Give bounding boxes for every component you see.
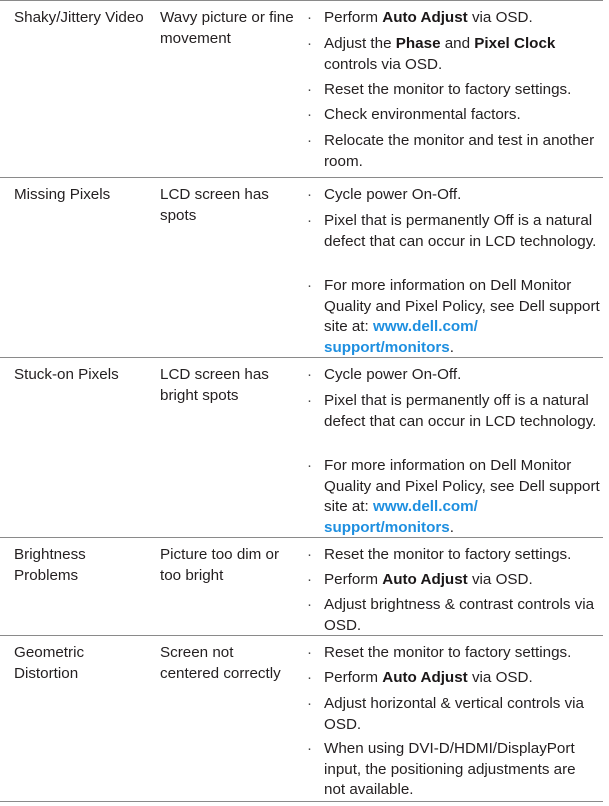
emphasis-text: Pixel Clock <box>474 35 556 52</box>
emphasis-text: Auto Adjust <box>382 669 468 686</box>
solution-item <box>307 739 600 801</box>
solution-text: Adjust horizontal & vertical controls via OSD. <box>324 695 584 733</box>
bullet-icon: · <box>307 695 312 712</box>
solution-item <box>307 570 600 591</box>
table-row <box>0 358 603 538</box>
solution-item <box>307 391 600 432</box>
bullet-icon: · <box>307 571 312 588</box>
solution-text: . <box>449 518 454 536</box>
solution-text: . <box>449 338 454 356</box>
solution-text: For more information on Dell Monitor Quality and Pixel Policy, see Dell support site at: <box>324 457 600 515</box>
solution-text: Reset the monitor to factory settings. <box>324 546 572 563</box>
solution-text: Adjust brightness & contrast controls via OSD. <box>324 596 595 634</box>
solution-item <box>307 80 600 101</box>
bullet-icon: · <box>307 9 312 26</box>
support-link[interactable]: www.dell.com/ support/monitors <box>324 318 478 356</box>
solution-item <box>307 105 600 126</box>
problem-cell: Brightness Problems <box>14 546 86 584</box>
symptom-cell: Screen not centered correctly <box>160 644 281 682</box>
solution-text: via OSD. <box>467 9 533 26</box>
symptom-cell: Picture too dim or too bright <box>160 546 280 584</box>
solution-text: and <box>440 35 475 52</box>
table-row <box>0 636 603 802</box>
solution-item <box>307 34 600 75</box>
bullet-icon: · <box>307 457 312 474</box>
bullet-icon: · <box>307 546 312 563</box>
emphasis-text: Phase <box>395 35 441 52</box>
solution-item <box>307 365 600 386</box>
bullet-icon: · <box>307 212 312 229</box>
solution-item <box>307 545 600 566</box>
solution-item <box>307 456 600 538</box>
symptom-cell: LCD screen has bright spots <box>160 366 269 404</box>
solution-text: Relocate the monitor and test in another room. <box>324 132 595 170</box>
bullet-icon: · <box>307 596 312 613</box>
solution-item <box>307 694 600 735</box>
bullet-icon: · <box>307 669 312 686</box>
solution-text: via OSD. <box>467 669 533 686</box>
solution-text: Check environmental factors. <box>324 106 521 123</box>
support-link[interactable]: www.dell.com/ support/monitors <box>324 498 478 536</box>
bullet-icon: · <box>307 186 312 203</box>
solution-item <box>307 131 600 172</box>
table-row <box>0 1 603 178</box>
solution-text: For more information on Dell Monitor Quality and Pixel Policy, see Dell support site at: <box>324 277 600 335</box>
solution-text: Cycle power On-Off. <box>324 186 462 203</box>
bullet-icon: · <box>307 277 312 294</box>
bullet-icon: · <box>307 106 312 123</box>
table-row <box>0 538 603 636</box>
solution-text: Reset the monitor to factory settings. <box>324 644 572 661</box>
emphasis-text: Auto Adjust <box>382 571 468 588</box>
bullet-icon: · <box>307 81 312 98</box>
solution-text: Perform <box>324 9 383 26</box>
bullet-icon: · <box>307 392 312 409</box>
solution-text: Pixel that is permanently off is a natural defect that can occur in LCD technology. <box>324 392 597 430</box>
solution-text: Reset the monitor to factory settings. <box>324 81 572 98</box>
solution-item <box>307 595 600 636</box>
solution-text: Cycle power On-Off. <box>324 366 462 383</box>
emphasis-text: Auto Adjust <box>382 9 468 26</box>
solution-text: via OSD. <box>467 571 533 588</box>
symptom-cell: LCD screen has spots <box>160 186 269 224</box>
solution-item <box>307 668 600 689</box>
solution-text: Adjust the <box>324 35 396 52</box>
solution-item <box>307 185 600 206</box>
solution-item <box>307 643 600 664</box>
solution-item <box>307 211 600 252</box>
problem-cell: Shaky/Jittery Video <box>14 9 144 26</box>
bullet-icon: · <box>307 35 312 52</box>
bullet-icon: · <box>307 740 312 757</box>
solution-text: Pixel that is permanently Off is a natural defect that can occur in LCD technology. <box>324 212 597 250</box>
problem-cell: Missing Pixels <box>14 186 111 203</box>
symptom-cell: Wavy picture or fine movement <box>160 9 294 47</box>
bullet-icon: · <box>307 644 312 661</box>
table-row <box>0 178 603 358</box>
solution-item <box>307 8 600 29</box>
solution-text: Perform <box>324 669 383 686</box>
bullet-icon: · <box>307 366 312 383</box>
solution-text: When using DVI-D/HDMI/DisplayPort input, the positioning adjustments are not available. <box>324 740 576 798</box>
solution-text: Perform <box>324 571 383 588</box>
solution-item <box>307 276 600 358</box>
problem-cell: Stuck-on Pixels <box>14 366 119 383</box>
bullet-icon: · <box>307 132 312 149</box>
solution-text: controls via OSD. <box>324 55 443 73</box>
problem-cell: Geometric Distortion <box>14 644 85 682</box>
